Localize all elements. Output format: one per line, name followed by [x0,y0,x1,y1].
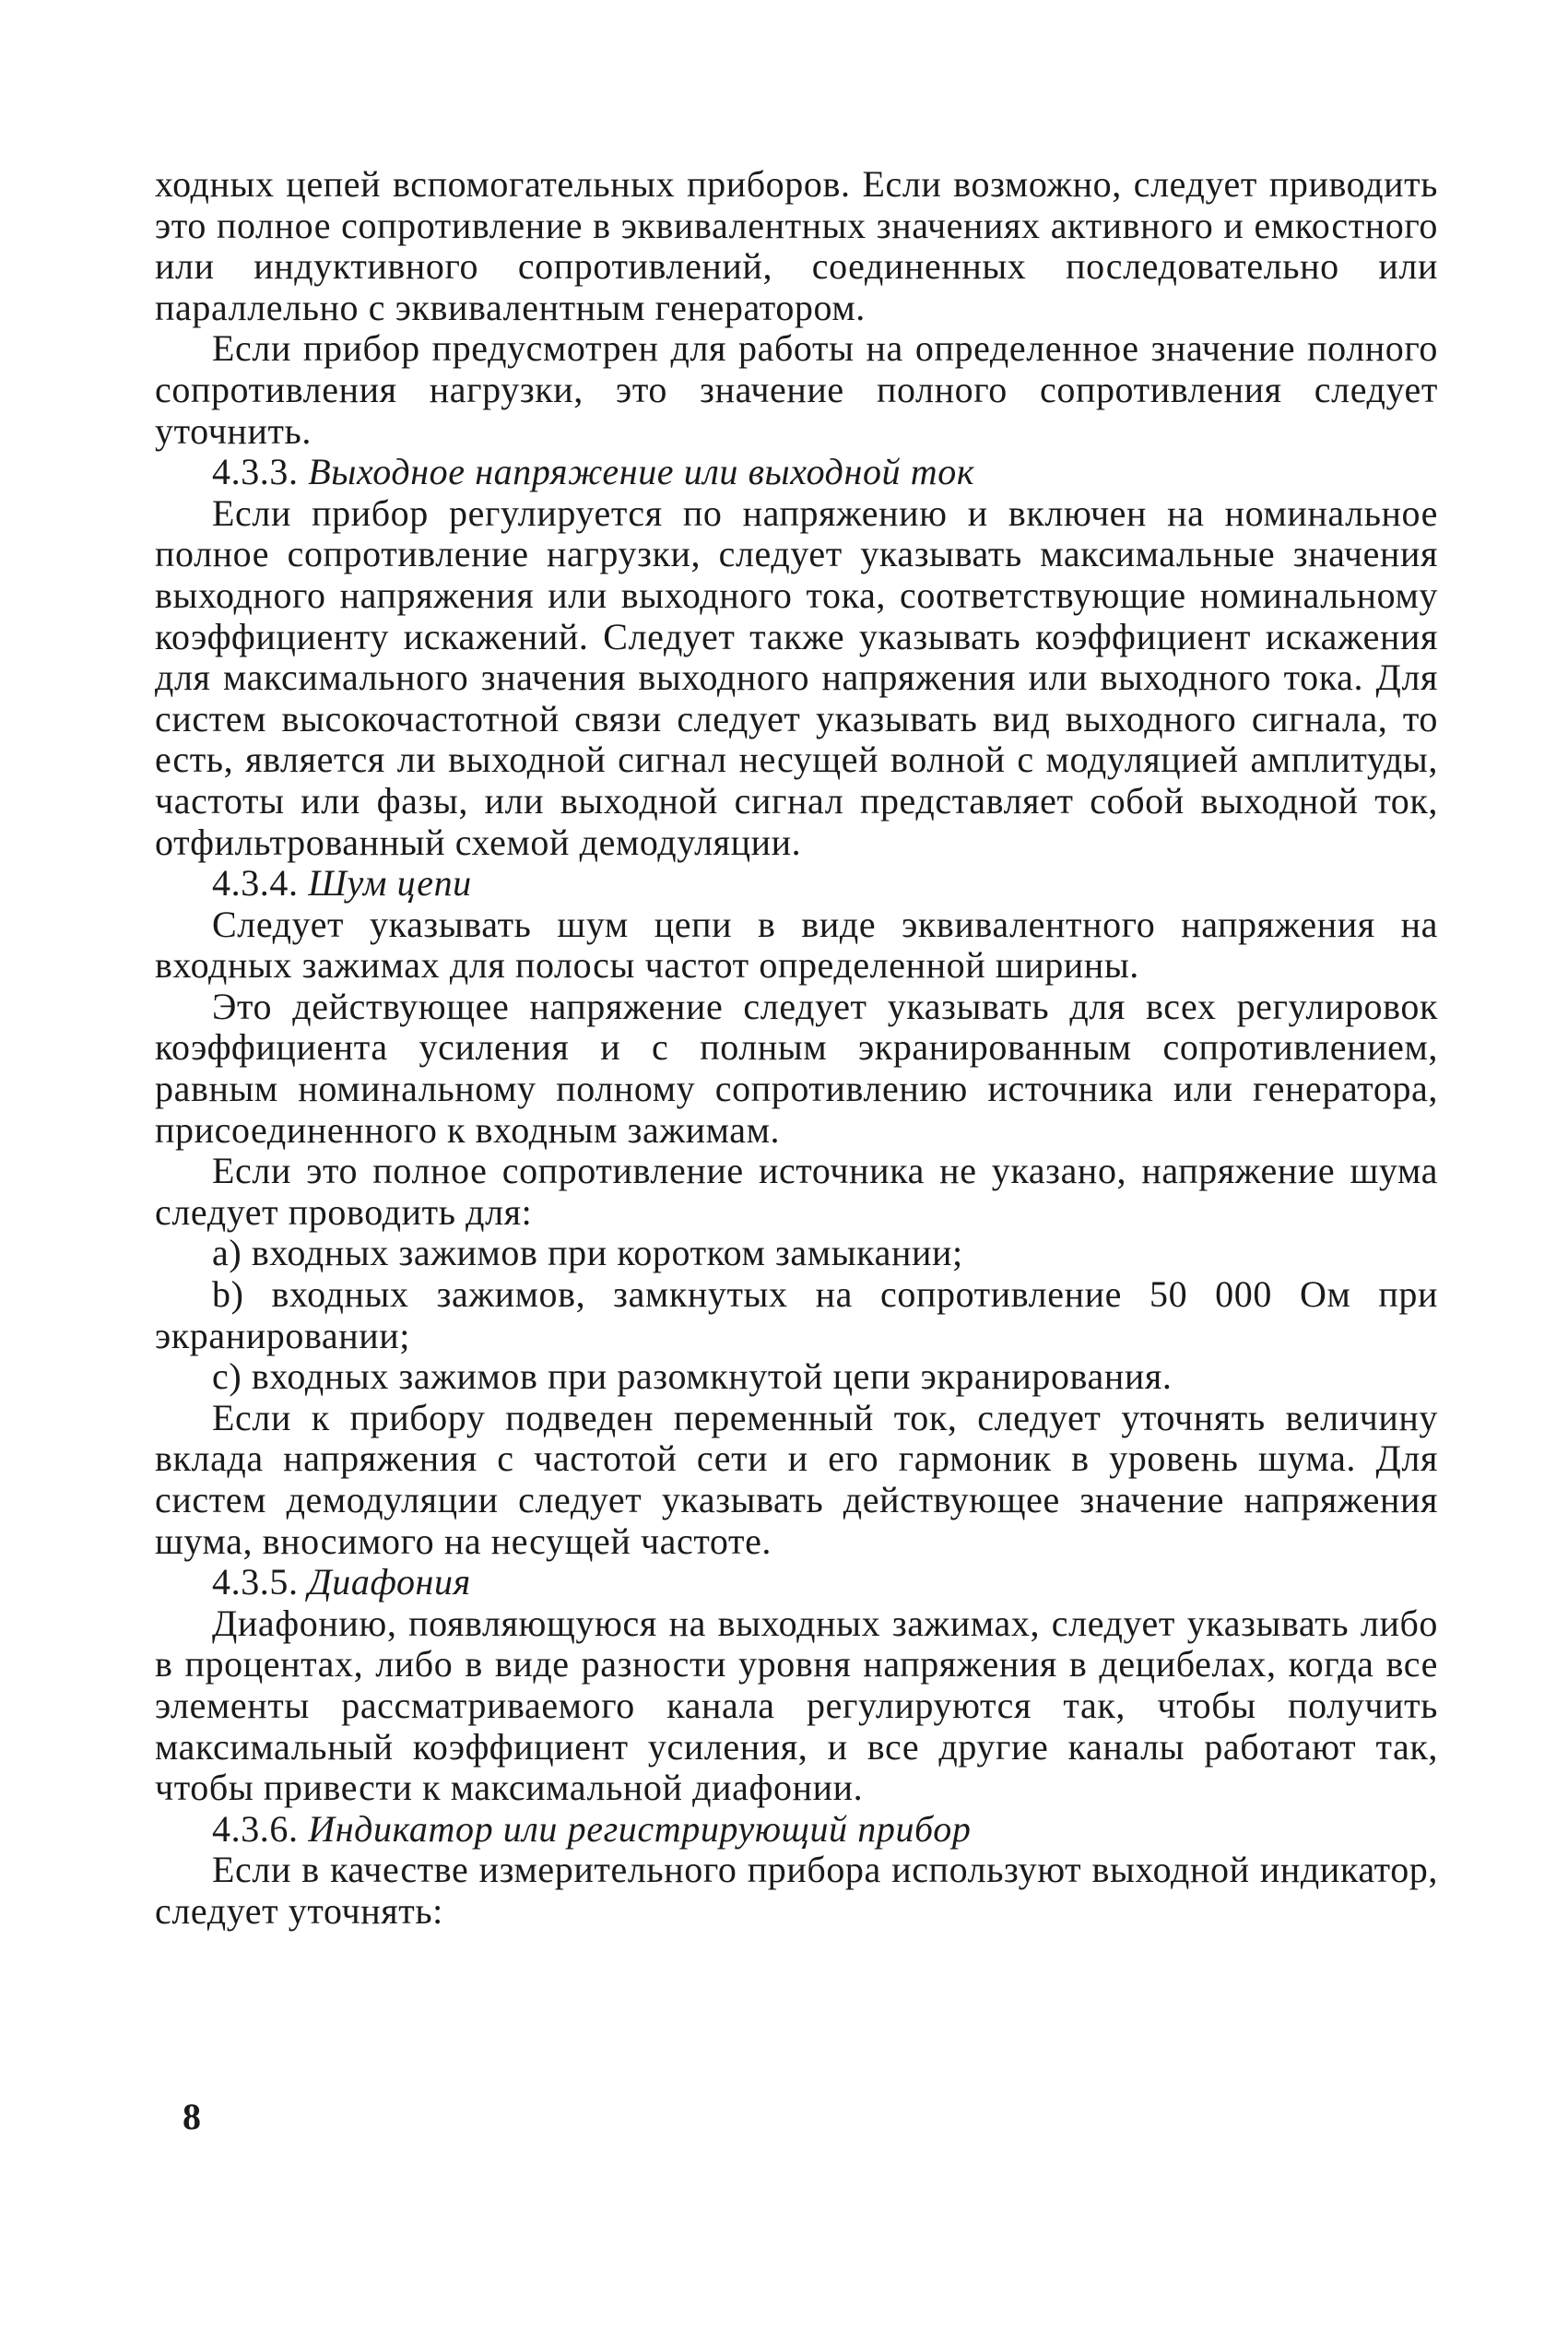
section-number: 4.3.5. [212,1561,299,1603]
paragraph: Если прибор регулируется по напряжению и включен на номинальное полное сопротивление нагрузки, следует указывать максимальные значения выходного напряжения или выходного тока, соответствующие номинальному коэффициенту искажений. Следует также указывать коэффициент искажения для максимального значения выходного напряжения или выходного тока. Для систем высокочастотной связи следует указывать вид выходного сигнала, то есть, является ли выходной сигнал несущей волной с модуляцией амплитуды, частоты или фазы, или выходной сигнал представляет собой выходной ток, отфильтрованный схемой демодуляции. [155,491,1438,863]
section-number: 4.3.6. [212,1807,299,1850]
document-body [155,164,1438,1933]
paragraph-continuation: ходных цепей вспомогательных приборов. Если возможно, следует приводить это полное сопротивление в эквивалентных значениях активного и емкостного или индуктивного сопротивлений, соединенных последовательно или параллельно с эквивалентным генератором. [155,163,1438,328]
section-title: Диафония [308,1561,471,1603]
list-item-c: c) входных зажимов при разомкнутой цепи экранирования. [212,1355,1173,1398]
section-heading-4-3-3 [155,452,1438,493]
page-number: 8 [183,2096,201,2137]
paragraph: Если прибор предусмотрен для работы на определенное значение полного сопротивления нагрузки, это значение полного сопротивления следует уточнить. [155,327,1438,452]
section-title: Индикатор или регистрирующий прибор [308,1807,972,1850]
paragraph: Если к прибору подведен переменный ток, следует уточнять величину вклада напряжения с частотой сети и его гармоник в уровень шума. Для систем демодуляции следует указывать действующее значение напряжения шума, вносимого на несущей частоте. [155,1396,1438,1562]
section-heading-4-3-6 [155,1809,1438,1851]
paragraph: Следует указывать шум цепи в виде эквивалентного напряжения на входных зажимах для полосы частот определенной ширины. [155,903,1438,987]
section-number: 4.3.4. [212,862,299,905]
section-title: Выходное напряжение или выходной ток [308,451,975,493]
section-heading-4-3-4 [155,863,1438,905]
section-heading-4-3-5 [155,1562,1438,1603]
list-item-a: a) входных зажимов при коротком замыкании; [212,1232,963,1274]
paragraph: Если это полное сопротивление источника не указано, напряжение шума следует проводить для: [155,1150,1438,1233]
paragraph: Диафонию, появляющуюся на выходных зажимах, следует указывать либо в процентах, либо в виде разности уровня напряжения в децибелах, когда все элементы рассматриваемого канала регулируются так, чтобы получить максимальный коэффициент усиления, и все другие каналы работают так, чтобы привести к максимальной диафонии. [155,1602,1438,1809]
paragraph: Если в качестве измерительного прибора используют выходной индикатор, следует уточнять: [155,1849,1438,1932]
paragraph: Это действующее напряжение следует указывать для всех регулировок коэффициента усиления и с полным экранированным сопротивлением, равным номинальному полному сопротивлению источника или генератора, присоединенного к входным зажимам. [155,985,1438,1151]
section-number: 4.3.3. [212,451,299,493]
section-title: Шум цепи [308,862,472,905]
list-item-b: b) входных зажимов, замкнутых на сопротивление 50 000 Ом при экранировании; [155,1273,1438,1356]
